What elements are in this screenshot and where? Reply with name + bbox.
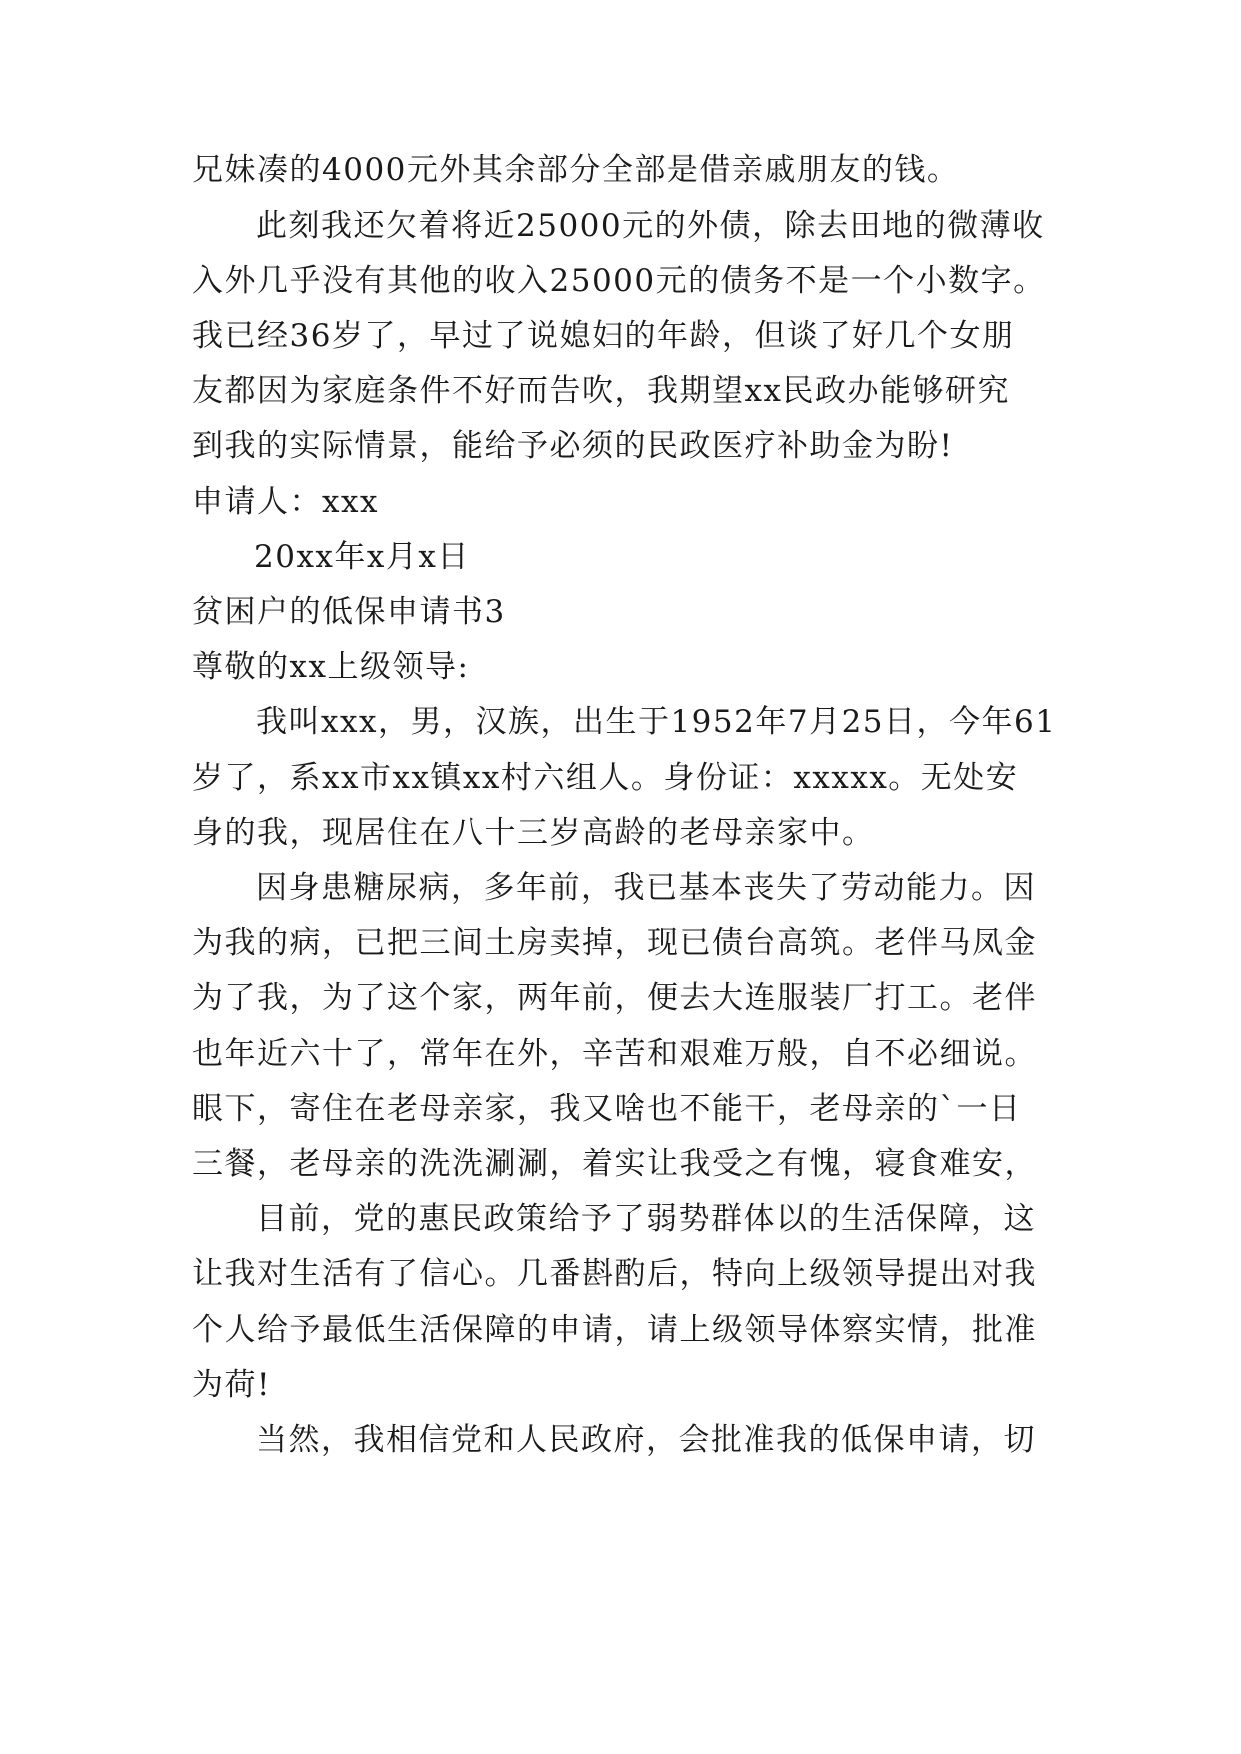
paragraph-line: 兄妹凑的4000元外其余部分全部是借亲戚朋友的钱。 [192, 152, 960, 188]
paragraph-line: 当然，我相信党和人民政府，会批准我的低保申请，切 [256, 1422, 1036, 1458]
paragraph-line: 为荷! [192, 1367, 271, 1403]
paragraph-line: 我叫xxx，男，汉族，出生于1952年7月25日，今年61 [256, 704, 1057, 740]
paragraph-line: 眼下，寄住在老母亲家，我又啥也不能干，老母亲的`一日 [192, 1091, 1022, 1127]
applicant-line: 申请人：xxx [192, 484, 379, 520]
paragraph-line: 岁了，系xx市xx镇xx村六组人。身份证：xxxxx。无处安 [192, 760, 1019, 796]
paragraph-line: 因身患糖尿病，多年前，我已基本丧失了劳动能力。因 [256, 870, 1036, 906]
paragraph-line: 此刻我还欠着将近25000元的外债，除去田地的微薄收 [256, 208, 1045, 244]
date-line: 20xx年x月x日 [254, 539, 470, 575]
paragraph-line: 也年近六十了，常年在外，辛苦和艰难万般，自不必细说。 [192, 1036, 1037, 1072]
salutation: 尊敬的xx上级领导: [192, 649, 470, 685]
paragraph-line: 目前，党的惠民政策给予了弱势群体以的生活保障，这 [256, 1201, 1036, 1237]
paragraph-line: 身的我，现居住在八十三岁高龄的老母亲家中。 [192, 815, 875, 851]
paragraph-line: 入外几乎没有其他的收入25000元的债务不是一个小数字。 [192, 263, 1046, 299]
paragraph-line: 为我的病，已把三间土房卖掉，现已债台高筑。老伴马凤金 [192, 925, 1037, 961]
paragraph-line: 三餐，老母亲的洗洗涮涮，着实让我受之有愧，寝食难安， [192, 1146, 1037, 1182]
paragraph-line: 为了我，为了这个家，两年前，便去大连服装厂打工。老伴 [192, 980, 1037, 1016]
paragraph-line: 我已经36岁了，早过了说媳妇的年龄，但谈了好几个女朋 [192, 318, 1015, 354]
paragraph-line: 个人给予最低生活保障的申请，请上级领导体察实情，批准 [192, 1312, 1037, 1348]
paragraph-line: 到我的实际情景，能给予必须的民政医疗补助金为盼! [192, 428, 954, 464]
section-title: 贫困户的低保申请书3 [192, 594, 506, 630]
paragraph-line: 让我对生活有了信心。几番斟酌后，特向上级领导提出对我 [192, 1256, 1037, 1292]
paragraph-line: 友都因为家庭条件不好而告吹，我期望xx民政办能够研究 [192, 373, 1010, 409]
